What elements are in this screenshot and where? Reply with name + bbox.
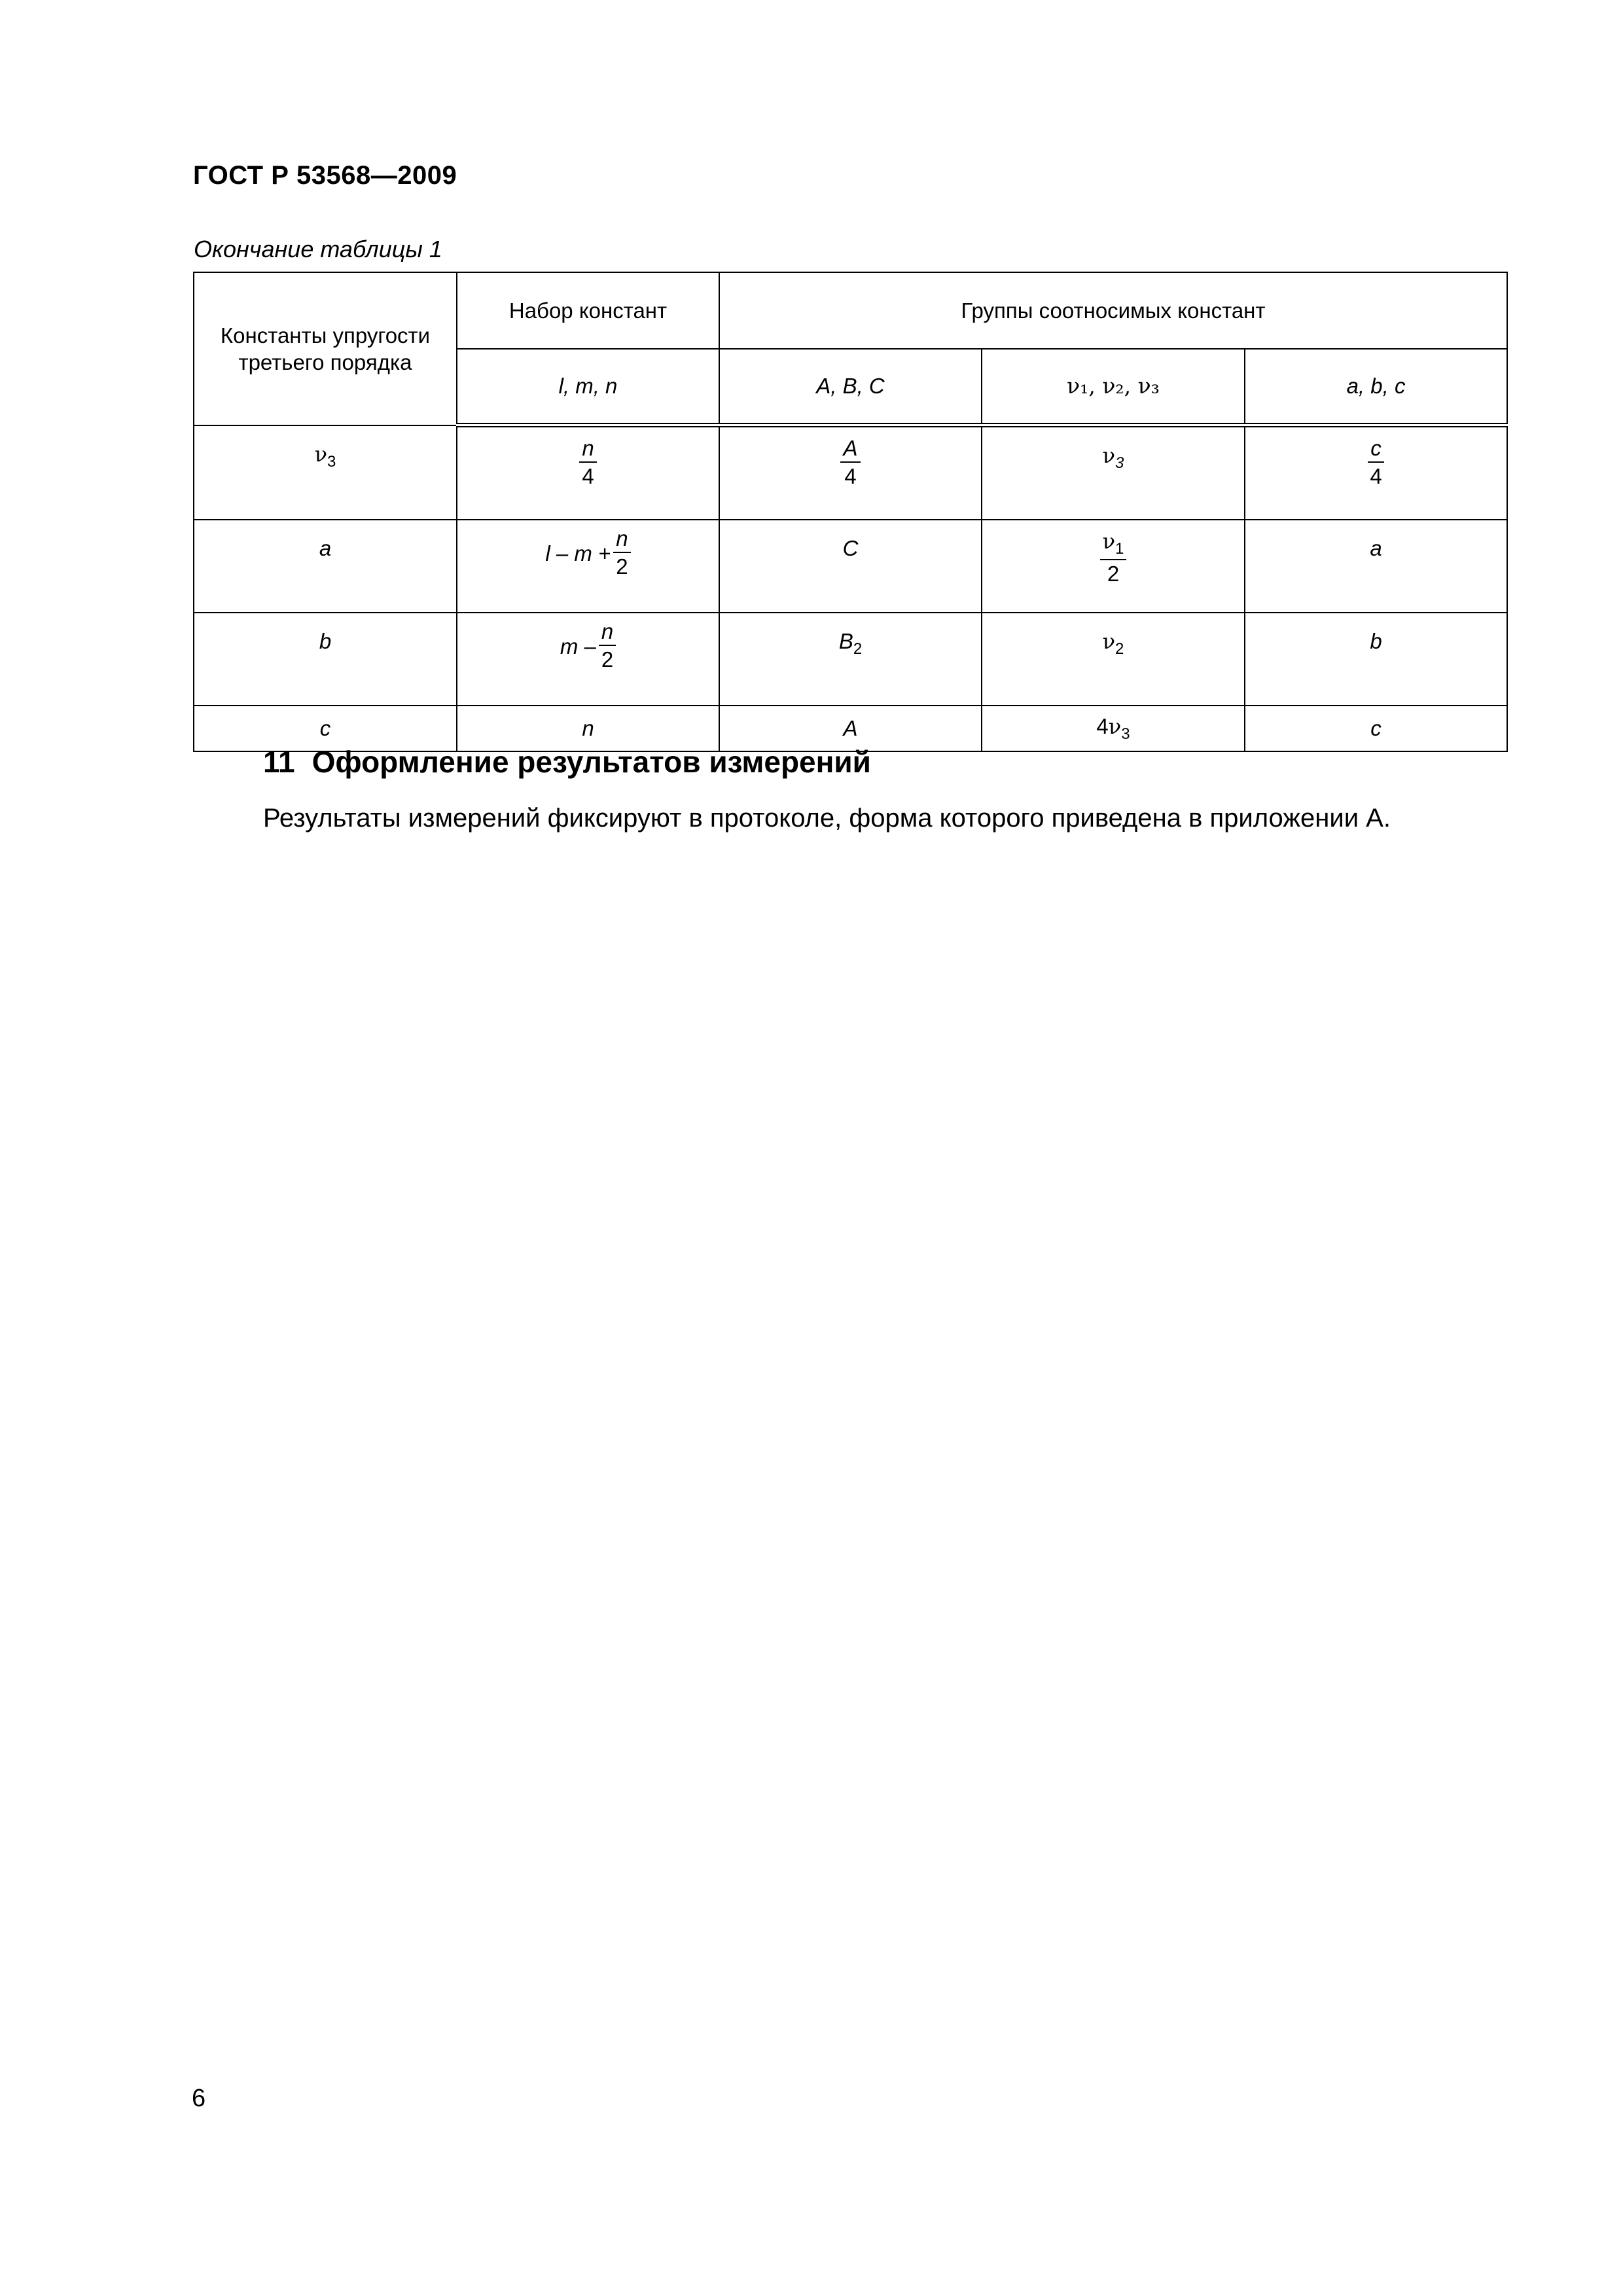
fraction [599, 619, 616, 673]
cell-abc-lower: c [1245, 706, 1507, 751]
fraction [613, 526, 630, 581]
fraction-numerator: n [579, 435, 596, 463]
fraction [1100, 528, 1127, 588]
fraction-numerator: n [613, 526, 630, 553]
fraction-denominator: 2 [616, 554, 628, 579]
fraction [579, 435, 596, 490]
cell-abc-lower: a [1245, 520, 1507, 613]
cell-const: a [194, 520, 457, 613]
fraction-denominator: 2 [1107, 561, 1120, 586]
expression [545, 526, 630, 581]
cell-set [457, 613, 719, 706]
section-paragraph: Результаты измерений фиксируют в протоколе, форма которого приведена в приложении А. [263, 804, 1391, 833]
section-number: 11 [263, 745, 295, 779]
cell-abc-upper: C [719, 520, 982, 613]
table-row [194, 425, 1507, 520]
header-elastic-constants [194, 272, 457, 425]
table-row [194, 520, 1507, 613]
cell-abc-upper [719, 425, 982, 520]
cell-nu [982, 520, 1245, 613]
cell-abc-upper: A [719, 706, 982, 751]
page-number: 6 [192, 2085, 206, 2112]
document-code: ГОСТ Р 53568—2009 [193, 161, 457, 190]
nu-symbol: ν [1102, 443, 1116, 468]
table-row [194, 613, 1507, 706]
section-heading [263, 744, 871, 780]
subheader-abc-upper: A, B, C [719, 349, 982, 425]
header-constant-groups: Группы соотносимых констант [719, 272, 1507, 349]
table-caption: Окончание таблицы 1 [194, 236, 442, 262]
fraction-denominator: 4 [1370, 463, 1382, 488]
fraction-numerator: c [1368, 435, 1384, 463]
fraction-denominator: 2 [601, 647, 614, 672]
cell-abc-lower: b [1245, 613, 1507, 706]
cell-const: c [194, 706, 457, 751]
expression-prefix: l – m + [545, 541, 611, 565]
cell-nu [982, 613, 1245, 706]
subscript: 3 [1121, 725, 1130, 743]
cell-abc-upper [719, 613, 982, 706]
cell-set [457, 425, 719, 520]
nu-symbol: ν [314, 441, 328, 467]
expression-prefix: m – [560, 634, 596, 658]
cell-const [194, 425, 457, 520]
cell-nu [982, 706, 1245, 751]
nu-symbol: ν [1102, 529, 1116, 554]
coefficient: 4 [1096, 714, 1109, 738]
expression [560, 619, 616, 673]
subheader-nu: ν₁, ν₂, ν₃ [982, 349, 1245, 425]
cell-set [457, 520, 719, 613]
subheader-lmn: l, m, n [457, 349, 719, 425]
subscript: 3 [1115, 454, 1124, 472]
fraction [1368, 435, 1384, 490]
header-elastic-constants-label: Константы упругости третьего порядка [220, 323, 431, 374]
fraction-numerator: A [840, 435, 860, 463]
cell-nu [982, 425, 1245, 520]
subscript: 1 [1115, 540, 1124, 558]
subheader-abc-lower: a, b, c [1245, 349, 1507, 425]
cell-abc-lower [1245, 425, 1507, 520]
fraction [840, 435, 860, 490]
header-constant-set: Набор констант [457, 272, 719, 349]
nu-symbol: ν [1102, 629, 1116, 654]
fraction-numerator [1100, 528, 1127, 560]
cell-set: n [457, 706, 719, 751]
symbol: B [838, 629, 853, 653]
subscript: 2 [853, 640, 863, 658]
fraction-denominator: 4 [844, 463, 857, 488]
fraction-denominator: 4 [582, 463, 594, 488]
nu-symbol: ν [1108, 714, 1122, 739]
subscript: 3 [327, 452, 336, 471]
fraction-numerator: n [599, 619, 616, 646]
subscript: 2 [1115, 640, 1124, 658]
cell-const: b [194, 613, 457, 706]
section-title: Оформление результатов измерений [312, 745, 871, 779]
table-header-row [194, 272, 1507, 349]
constants-table [193, 272, 1508, 752]
